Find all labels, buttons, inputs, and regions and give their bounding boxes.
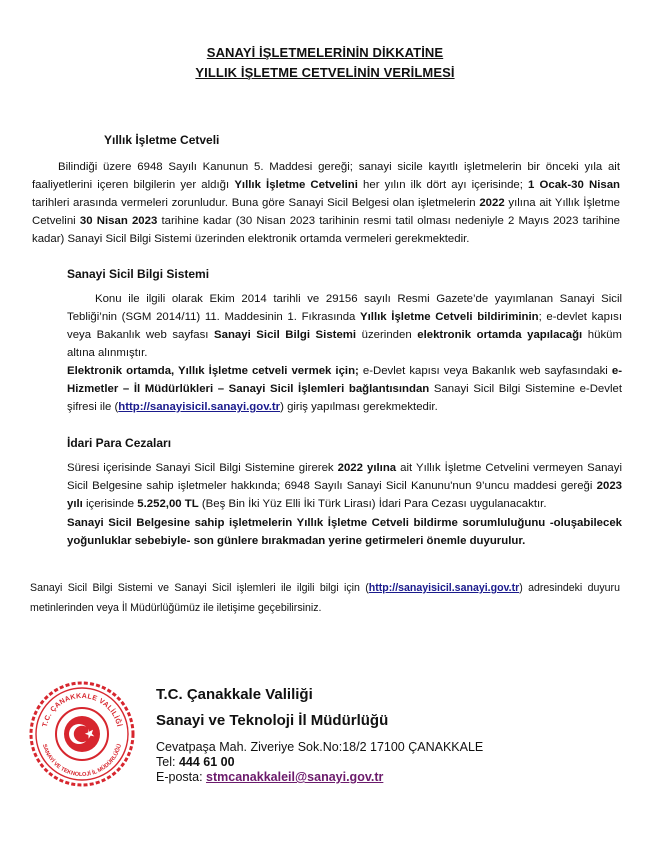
ministry-seal-logo xyxy=(28,680,136,788)
paragraph-fines: Süresi içerisinde Sanayi Sicil Bilgi Sistemine girerek 2022 yılına ait Yıllık İşletme Cetvelini vermeyen Sanayi Sicil Belgesine sahip işletmeler hakkında; 6948 Sayılı Sanayi Sicil Kanunu'nun 9’uncu maddesi gereği 2023 yılı içerisinde 5.252,00 TL (Beş Bin İki Yüz Elli İki Türk Lirası) İdari Para Cezası uygulanacaktır. xyxy=(67,462,622,510)
paragraph-registry-system: Konu ile ilgili olarak Ekim 2014 tarihli ve 29156 sayılı Resmi Gazete’de yayımlanan Sanayi Sicil Tebliği’nin (SGM 2014/11) 11. Maddesinin 1. Fıkrasında Yıllık İşletme Cetveli bildiriminin; e-devlet kapısı veya Bakanlık web sayfası Sanayi Sicil Bilgi Sistemi üzerinden elektronik ortamda yapılacağı hüküm altına alınmıştır. xyxy=(67,293,623,359)
section-heading-registry-system: Sanayi Sicil Bilgi Sistemi xyxy=(67,267,210,281)
section-heading-fines: İdari Para Cezaları xyxy=(67,436,172,450)
svg-text:SANAYİ VE TEKNOLOJİ İL MÜDÜRLÜ: SANAYİ VE TEKNOLOJİ İL MÜDÜRLÜĞÜ xyxy=(40,743,124,779)
paragraph-contact-info: Sanayi Sicil Bilgi Sistemi ve Sanayi Sicil işlemleri ile ilgili bilgi için (http://sanayisicil.sanayi.gov.tr) adresindeki duyuru metinlerinden veya İl Müdürlüğümüz ile iletişime geçebilirsiniz. xyxy=(30,582,620,614)
info-sanayisicil-link[interactable]: http://sanayisicil.sanayi.gov.tr xyxy=(368,582,520,594)
paragraph-electronic-submission: Elektronik ortamda, Yıllık İşletme cetveli vermek için; e-Devlet kapısı veya Bakanlık web sayfasındaki e-Hizmetler – İl Müdürlükleri – Sanayi Sicil İşlemleri bağlantısından Sanayi Sicil Bilgi Sistemine e-Devlet şifresi ile (http://sanayisicil.sanayi.gov.tr) giriş yapılması gerekmektedir. xyxy=(67,365,622,413)
org-name-governorship: T.C. Çanakkale Valiliği xyxy=(156,686,313,703)
paragraph-important-notice: Sanayi Sicil Belgesine sahip işletmelerin Yıllık İşletme Cetveli bildirme sorumluluğunu -oluşabilecek yoğunluklar sebebiyle- son günlere bırakmadan yerine getirmeleri önemle duyurulur. xyxy=(67,517,622,547)
email-link[interactable]: stmcanakkaleil@sanayi.gov.tr xyxy=(206,770,384,784)
document-title-line-1: SANAYİ İŞLETMELERİNİN DİKKATİNE xyxy=(206,45,444,60)
section-heading-annual-statement: Yıllık İşletme Cetveli xyxy=(104,133,220,147)
paragraph-annual-statement: Bilindiği üzere 6948 Sayılı Kanunun 5. Maddesi gereği; sanayi sicile kayıtlı işletmelerin bir önceki yıla ait faaliyetlerini içeren bilgilerin yer aldığı Yıllık İşletme Cetvelini her yılın ilk dört ayı içerisinde; 1 Ocak-30 Nisan tarihleri arasında vermeleri zorunludur. Buna göre Sanayi Sicil Belgesi olan işletmelerin 2022 yılına ait Yıllık İşletme Cetvelini 30 Nisan 2023 tarihine kadar (30 Nisan 2023 tarihinin resmi tatil olması nedeniyle 2 Mayıs 2023 tarihine kadar) Sanayi Sicil Bilgi Sistemi üzerinden elektronik ortamda vermeleri gerekmektedir. xyxy=(32,161,620,245)
org-address: Cevatpaşa Mah. Ziveriye Sok.No:18/2 17100 ÇANAKKALE xyxy=(156,740,484,754)
document-title-line-2: YILLIK İŞLETME CETVELİNİN VERİLMESİ xyxy=(195,65,455,80)
svg-text:T.C. ÇANAKKALE VALİLİĞİ: T.C. ÇANAKKALE VALİLİĞİ xyxy=(41,692,123,728)
org-name-directorate: Sanayi ve Teknoloji İl Müdürlüğü xyxy=(156,712,389,729)
org-email: E-posta: stmcanakkaleil@sanayi.gov.tr xyxy=(156,770,384,784)
sanayisicil-link[interactable]: http://sanayisicil.sanayi.gov.tr xyxy=(118,401,281,413)
org-phone: Tel: 444 61 00 xyxy=(156,755,235,769)
